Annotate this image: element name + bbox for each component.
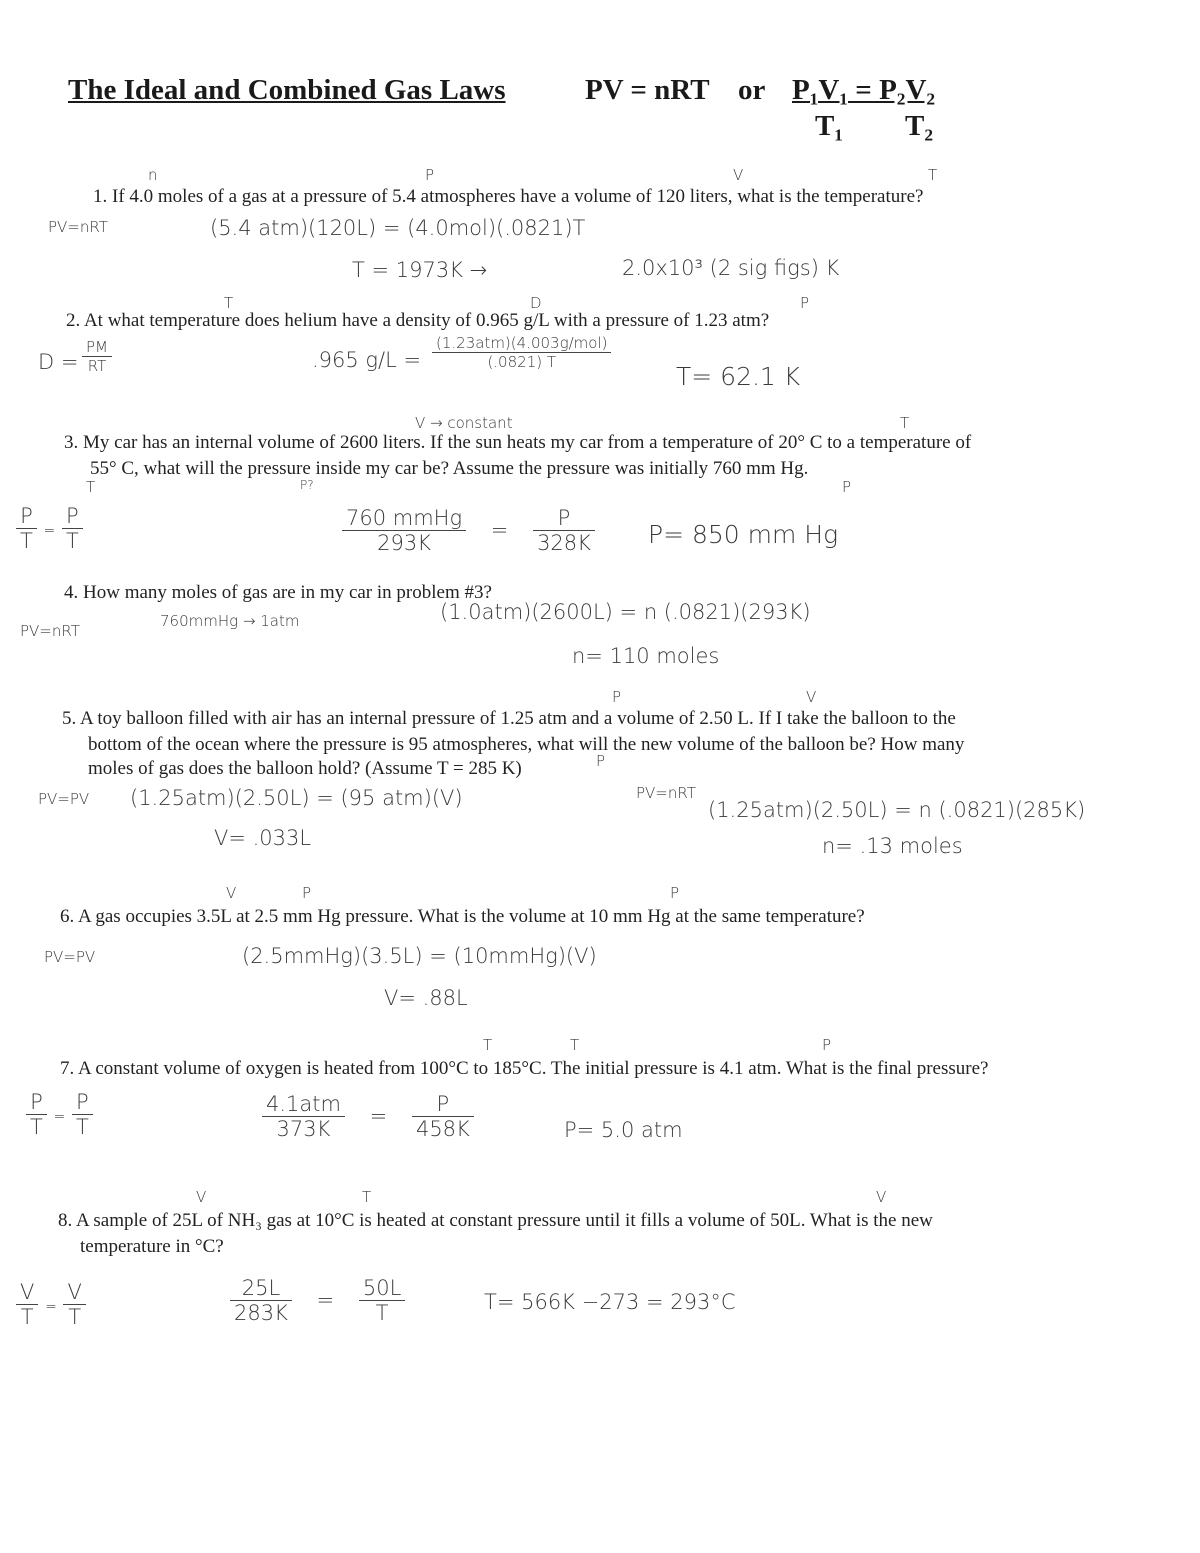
- q7-annotation-p: P: [822, 1036, 832, 1054]
- q1-annotation-t: T: [928, 166, 938, 184]
- q7-left-num: 4.1atm: [262, 1092, 345, 1117]
- combined-gas-equation: [792, 74, 935, 107]
- q1-formula: PV=nRT: [48, 218, 108, 236]
- q8-left-num: 25L: [230, 1276, 292, 1301]
- q4-conversion: 760mmHg → 1atm: [160, 612, 300, 630]
- q5-formula-a: PV=PV: [38, 790, 90, 808]
- q8-answer: T= 566K −273 = 293°C: [484, 1290, 736, 1314]
- q4-formula: PV=nRT: [20, 622, 80, 640]
- q6-annotation-p: P: [302, 884, 312, 902]
- q7-formula-num: P: [26, 1090, 47, 1115]
- question-3-text-line2: 55° C, what will the pressure inside my car be? Assume the pressure was initially 760 mm Hg.: [90, 458, 809, 479]
- question-5-text-line2: bottom of the ocean where the pressure is 95 atmospheres, what will the new volume of the balloon be? How many: [88, 734, 965, 755]
- q3-right-den: 328K: [537, 531, 591, 555]
- q7-formula-num-2: P: [72, 1090, 93, 1115]
- q1-annotation-n: n: [148, 166, 158, 184]
- q7-left-den: 373K: [276, 1117, 331, 1141]
- q3-formula-num-2: P: [62, 504, 83, 529]
- q2-formula-num: PM: [82, 338, 112, 357]
- q1-answer: 2.0x10³ (2 sig figs) K: [622, 256, 840, 280]
- question-5-text-line3: moles of gas does the balloon hold? (Assume T = 285 K): [88, 758, 522, 779]
- q5-setup-b: (1.25atm)(2.50L) = n (.0821)(285K): [708, 798, 1086, 822]
- q8-left-den: 283K: [234, 1301, 288, 1325]
- question-6-text: 6. A gas occupies 3.5L at 2.5 mm Hg pressure. What is the volume at 10 mm Hg at the same temperature?: [60, 906, 865, 927]
- q6-annotation-v: V: [226, 884, 237, 902]
- q5-annotation-p: P: [612, 688, 622, 706]
- question-1-text: 1. If 4.0 moles of a gas at a pressure of 5.4 atmospheres have a volume of 120 liters, what is the temperature?: [93, 186, 924, 207]
- q4-answer: n= 110 moles: [572, 644, 720, 668]
- q3-left-den: 293K: [377, 531, 431, 555]
- q8-right-den: T: [375, 1301, 389, 1325]
- question-8-text-line1: 8. A sample of 25L of NH₃ gas at 10°C is heated at constant pressure until it fills a volume of 50L. What is the new: [58, 1210, 933, 1231]
- combined-den-1: T₁: [815, 110, 844, 142]
- q6-annotation-p2: P: [670, 884, 680, 902]
- q3-annotation-t1: T: [900, 414, 910, 432]
- ideal-gas-equation: PV = nRT: [585, 74, 710, 106]
- q7-answer: P= 5.0 atm: [564, 1118, 683, 1142]
- q3-left-num: 760 mmHg: [342, 506, 466, 531]
- q5-formula-b: PV=nRT: [636, 784, 696, 802]
- q3-annotation-vconst: V → constant: [415, 414, 513, 432]
- q6-formula: PV=PV: [44, 948, 96, 966]
- q5-annotation-p2: P: [596, 752, 606, 770]
- q5-setup-a: (1.25atm)(2.50L) = (95 atm)(V): [130, 786, 463, 810]
- q8-formula-num: V: [16, 1280, 38, 1305]
- q2-frac-num: (1.23atm)(4.003g/mol): [432, 334, 611, 353]
- q5-answer-a: V= .033L: [214, 826, 312, 850]
- q3-annotation-p: P: [842, 478, 852, 496]
- q7-annotation-t1: T: [483, 1036, 493, 1054]
- q3-right-num: P: [533, 506, 595, 531]
- q8-formula-fraction: $\frac{V}{T}$ = $\frac{V}{T}$: [16, 1280, 86, 1329]
- question-3-text-line1: 3. My car has an internal volume of 2600 liters. If the sun heats my car from a temperature of 20° C to a temperature of: [64, 432, 972, 453]
- q7-formula-den: T: [30, 1115, 43, 1139]
- question-5-text-line1: 5. A toy balloon filled with air has an internal pressure of 1.25 atm and a volume of 2.50 L. If I take the balloon to the: [62, 708, 956, 729]
- q3-equation: 760 mmHg 293K = $\frac{P}{328K}$: [342, 506, 595, 555]
- question-2-text: 2. At what temperature does helium have a density of 0.965 g/L with a pressure of 1.23 atm?: [66, 310, 770, 331]
- question-7-text: 7. A constant volume of oxygen is heated from 100°C to 185°C. The initial pressure is 4.1 atm. What is the final pressure?: [60, 1058, 989, 1079]
- q8-equation: $\frac{25L}{283K}$ = $\frac{50L}{T}$: [230, 1276, 405, 1325]
- question-8-text-line2: temperature in °C?: [80, 1236, 224, 1257]
- q7-annotation-t2: T: [570, 1036, 580, 1054]
- q2-annotation-p: P: [800, 294, 810, 312]
- page-title: The Ideal and Combined Gas Laws: [68, 74, 506, 106]
- q1-annotation-v: V: [733, 166, 744, 184]
- q2-formula-den: RT: [87, 357, 107, 375]
- combined-den-2: T₂: [905, 110, 934, 142]
- q3-formula-den-2: T: [65, 529, 79, 553]
- q3-formula-num: P: [16, 504, 37, 529]
- q2-answer: T= 62.1 K: [676, 362, 801, 391]
- q8-right-num: 50L: [359, 1276, 405, 1301]
- q8-annotation-t: T: [362, 1188, 372, 1206]
- q8-formula-den: T: [20, 1305, 34, 1329]
- q2-annotation-t: T: [224, 294, 234, 312]
- q8-formula-num-2: V: [63, 1280, 85, 1305]
- q4-setup: (1.0atm)(2600L) = n (.0821)(293K): [440, 600, 811, 624]
- q3-answer: P= 850 mm Hg: [648, 520, 839, 549]
- q7-right-den: 458K: [415, 1117, 470, 1141]
- q8-annotation-v2: V: [876, 1188, 887, 1206]
- q2-lhs: D =: [38, 350, 79, 374]
- q7-formula-den-2: T: [75, 1115, 89, 1139]
- q8-annotation-v: V: [196, 1188, 207, 1206]
- q7-formula-fraction: $\frac{P}{T}$ = $\frac{P}{T}$: [26, 1090, 93, 1139]
- q2-fraction: [432, 334, 611, 371]
- q3-annotation-p2: P?: [300, 478, 314, 492]
- q5-annotation-v: V: [806, 688, 817, 706]
- q7-equation: 4.1atm 373K = $\frac{P}{458K}$: [262, 1092, 474, 1141]
- q8-formula-den-2: T: [68, 1305, 82, 1329]
- combined-numerator: P₁V₁ = P₂V₂: [792, 74, 936, 106]
- q2-annotation-d: D: [530, 294, 542, 312]
- q3-formula-fraction: $\frac{P}{T}$ = $\frac{P}{T}$: [16, 504, 83, 553]
- q6-answer: V= .88L: [384, 986, 468, 1010]
- q1-annotation-p: P: [425, 166, 435, 184]
- q1-step: T = 1973K →: [352, 258, 488, 282]
- q3-formula-den: T: [20, 529, 33, 553]
- q7-right-num: P: [412, 1092, 474, 1117]
- q2-formula-fraction: [82, 338, 112, 375]
- q2-frac-den: (.0821) T: [487, 353, 557, 371]
- q5-answer-b: n= .13 moles: [822, 834, 963, 858]
- q6-setup: (2.5mmHg)(3.5L) = (10mmHg)(V): [242, 944, 597, 968]
- q1-setup: (5.4 atm)(120L) = (4.0mol)(.0821)T: [210, 216, 586, 240]
- or-label: or: [738, 74, 766, 106]
- q3-annotation-t2: T: [86, 478, 96, 496]
- q2-density: .965 g/L =: [312, 348, 422, 372]
- question-4-text: 4. How many moles of gas are in my car in problem #3?: [64, 582, 492, 603]
